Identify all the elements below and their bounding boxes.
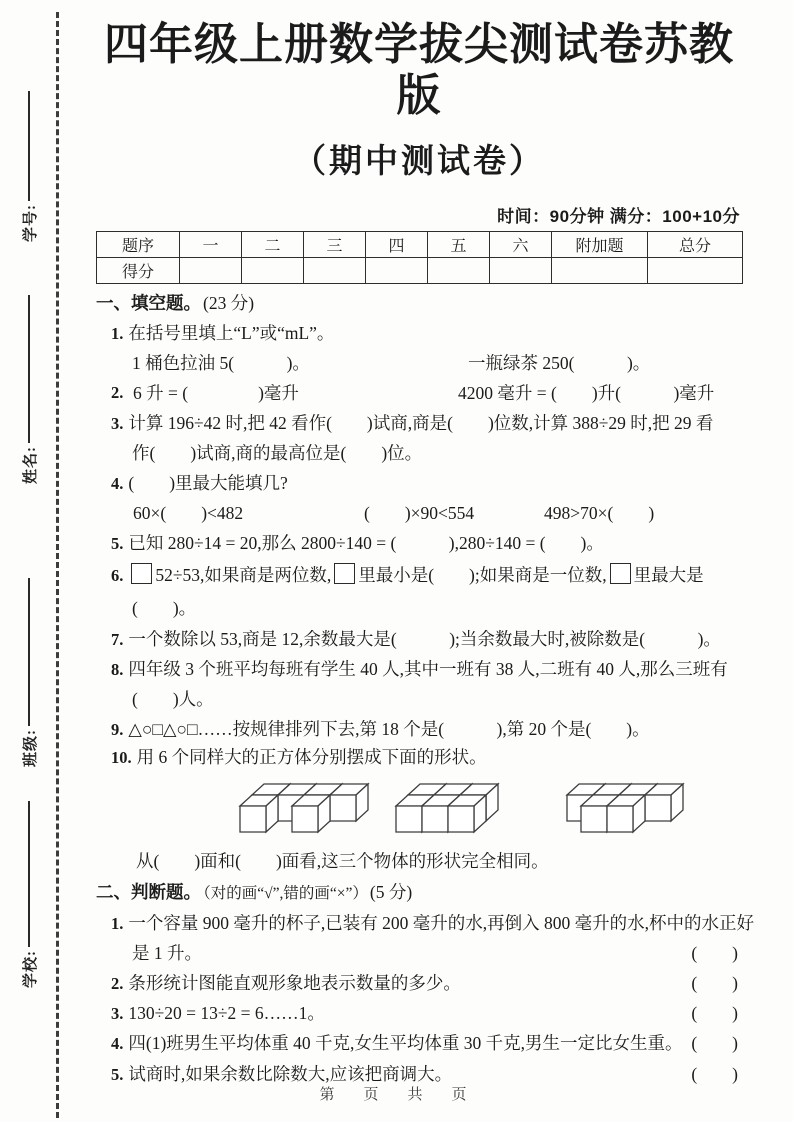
- question-text: 4200 毫升 = ( )升( )毫升: [458, 383, 715, 404]
- question-line: [96, 744, 742, 770]
- cube-figure-3: [551, 770, 701, 840]
- score-cell: [304, 258, 366, 284]
- sidebar-field-label: 班级:: [22, 729, 39, 767]
- sidebar-field-blank-line: [28, 91, 30, 201]
- question-text: 里最小是( );如果商是一位数,: [358, 565, 607, 586]
- question-line: [96, 998, 742, 1028]
- question-number: 4.: [111, 474, 124, 494]
- question-line: [96, 908, 754, 938]
- question-number: 4.: [111, 1034, 124, 1054]
- question-line: [96, 498, 742, 528]
- sidebar-field-label: 学校:: [22, 950, 39, 988]
- score-table-col-header: 附加题: [552, 232, 648, 258]
- question-number: 5.: [111, 1065, 124, 1085]
- question-number: 9.: [111, 720, 124, 740]
- question-number: 3.: [111, 414, 124, 434]
- question-text: 从( )面和( )面看,这三个物体的形状完全相同。: [136, 851, 549, 872]
- score-table-col-header: 四: [366, 232, 428, 258]
- question-text: 在括号里填上“L”或“mL”。: [128, 323, 335, 344]
- sidebar-field-2: [16, 286, 42, 484]
- cube-figure-1: [236, 770, 386, 840]
- question-line: [96, 348, 742, 378]
- score-cell: [648, 258, 743, 284]
- question-number: 1.: [111, 914, 124, 934]
- answer-bracket: ( ): [691, 1003, 738, 1024]
- question-text: 6 升 = ( )毫升: [133, 383, 299, 404]
- sidebar-field-1: [16, 84, 42, 242]
- question-number: 8.: [111, 660, 124, 680]
- question-line: [96, 846, 742, 876]
- question-line: [96, 378, 742, 408]
- question-text: 是 1 升。: [132, 943, 202, 964]
- question-text: 作( )试商,商的最高位是( )位。: [132, 443, 423, 464]
- question-text: 四(1)班男生平均体重 40 千克,女生平均体重 30 千克,男生一定比女生重。: [128, 1033, 683, 1054]
- score-cell: [428, 258, 490, 284]
- question-line: [96, 558, 742, 592]
- question-text: 130÷20 = 13÷2 = 6……1。: [128, 1003, 325, 1024]
- score-table-col-header: 六: [490, 232, 552, 258]
- sidebar-field-label: 学号:: [22, 204, 39, 242]
- score-cell: [242, 258, 304, 284]
- score-cell: [490, 258, 552, 284]
- question-text: 试商时,如果余数比除数大,应该把商调大。: [128, 1064, 453, 1085]
- blank-box: [131, 563, 152, 584]
- score-cell: [180, 258, 242, 284]
- question-line: [96, 684, 742, 714]
- question-text: 52÷53,如果商是两位数,: [155, 565, 332, 586]
- question-text: 已知 280÷14 = 20,那么 2800÷140 = ( ),280÷140 = ( )。: [128, 533, 604, 554]
- question-line: [96, 876, 742, 908]
- blank-box: [610, 563, 631, 584]
- score-cell: [366, 258, 428, 284]
- question-line: [96, 1028, 742, 1058]
- question-line: [96, 654, 742, 684]
- score-table-col-header: 二: [242, 232, 304, 258]
- question-text: (23 分): [203, 293, 255, 314]
- cube-figure-2: [392, 770, 542, 840]
- question-number: 2.: [111, 383, 124, 403]
- paper-subtitle: （期中测试卷）: [293, 144, 545, 181]
- question-text: 用 6 个同样大的正方体分别摆成下面的形状。: [136, 747, 487, 768]
- question-text: 里最大是: [633, 565, 704, 586]
- question-text: (5 分): [369, 882, 413, 903]
- question-line: [96, 528, 742, 558]
- answer-bracket: ( ): [691, 1033, 738, 1054]
- paper-title: 四年级上册数学拔尖测试卷苏教版: [104, 20, 734, 120]
- time-score-meta: 时间：90分钟 满分：100+10分: [497, 207, 740, 227]
- question-text: ( )。: [132, 598, 197, 619]
- cube-figures-row: [96, 770, 742, 846]
- sidebar-field-blank-line: [28, 578, 30, 726]
- question-text: ( )人。: [132, 689, 214, 710]
- blank-box: [334, 563, 355, 584]
- question-line: [96, 318, 742, 348]
- sidebar-field-blank-line: [28, 801, 30, 947]
- score-table-col-header: 总分: [648, 232, 743, 258]
- section-note: （对的画“√”,错的画“×”）: [203, 885, 368, 903]
- questions-area: [96, 288, 754, 1090]
- sidebar-field-4: [16, 792, 42, 988]
- question-line: [96, 438, 742, 468]
- question-line: [96, 288, 742, 318]
- sidebar-field-label: 姓名:: [22, 446, 39, 484]
- question-line: [96, 408, 742, 438]
- question-text: ( )×90<554: [364, 503, 475, 524]
- question-text: △○□△○□……按规律排列下去,第 18 个是( ),第 20 个是( )。: [128, 719, 650, 740]
- score-row-label: 得分: [97, 258, 180, 284]
- score-cell: [552, 258, 648, 284]
- question-text: ( )里最大能填几?: [128, 473, 288, 494]
- paper-main: [96, 0, 754, 1090]
- question-number: 2.: [111, 974, 124, 994]
- sidebar-field-blank-line: [28, 295, 30, 443]
- question-text: 一瓶绿茶 250( )。: [468, 353, 651, 374]
- question-number: 3.: [111, 1004, 124, 1024]
- question-number: 7.: [111, 630, 124, 650]
- question-text: 一个数除以 53,商是 12,余数最大是( );当余数最大时,被除数是( )。: [128, 629, 721, 650]
- answer-bracket: ( ): [691, 943, 738, 964]
- question-number: 6.: [111, 566, 124, 586]
- question-number: 1.: [111, 324, 124, 344]
- question-number: 5.: [111, 534, 124, 554]
- question-text: 四年级 3 个班平均每班有学生 40 人,其中一班有 38 人,二班有 40 人,那么三班有: [128, 659, 728, 680]
- section-heading: 一、填空题。: [96, 293, 201, 314]
- question-line: [96, 938, 742, 968]
- section-heading: 二、判断题。: [96, 882, 201, 903]
- question-text: 条形统计图能直观形象地表示数量的多少。: [128, 973, 461, 994]
- answer-bracket: ( ): [691, 1064, 738, 1085]
- question-line: [96, 624, 742, 654]
- cut-dashed-line: [56, 12, 59, 1118]
- answer-bracket: ( ): [691, 973, 738, 994]
- question-line: [96, 714, 742, 744]
- question-line: [96, 968, 742, 998]
- score-table: [96, 231, 743, 284]
- score-table-col-header: 一: [180, 232, 242, 258]
- sidebar-field-3: [16, 569, 42, 767]
- question-text: 60×( )<482: [133, 503, 244, 524]
- score-table-corner: 题序: [97, 232, 180, 258]
- question-text: 计算 196÷42 时,把 42 看作( )试商,商是( )位数,计算 388÷29 时,把 29 看: [128, 413, 714, 434]
- score-table-col-header: 五: [428, 232, 490, 258]
- question-text: 一个容量 900 毫升的杯子,已装有 200 毫升的水,再倒入 800 毫升的水,杯中的水正好: [128, 913, 754, 934]
- page-footer: 第 页 共 页: [319, 1086, 474, 1103]
- question-text: 498>70×( ): [544, 503, 655, 524]
- question-text: 1 桶色拉油 5( )。: [132, 353, 310, 374]
- question-line: [96, 468, 742, 498]
- score-table-col-header: 三: [304, 232, 366, 258]
- question-line: [96, 592, 742, 624]
- question-number: 10.: [111, 748, 132, 768]
